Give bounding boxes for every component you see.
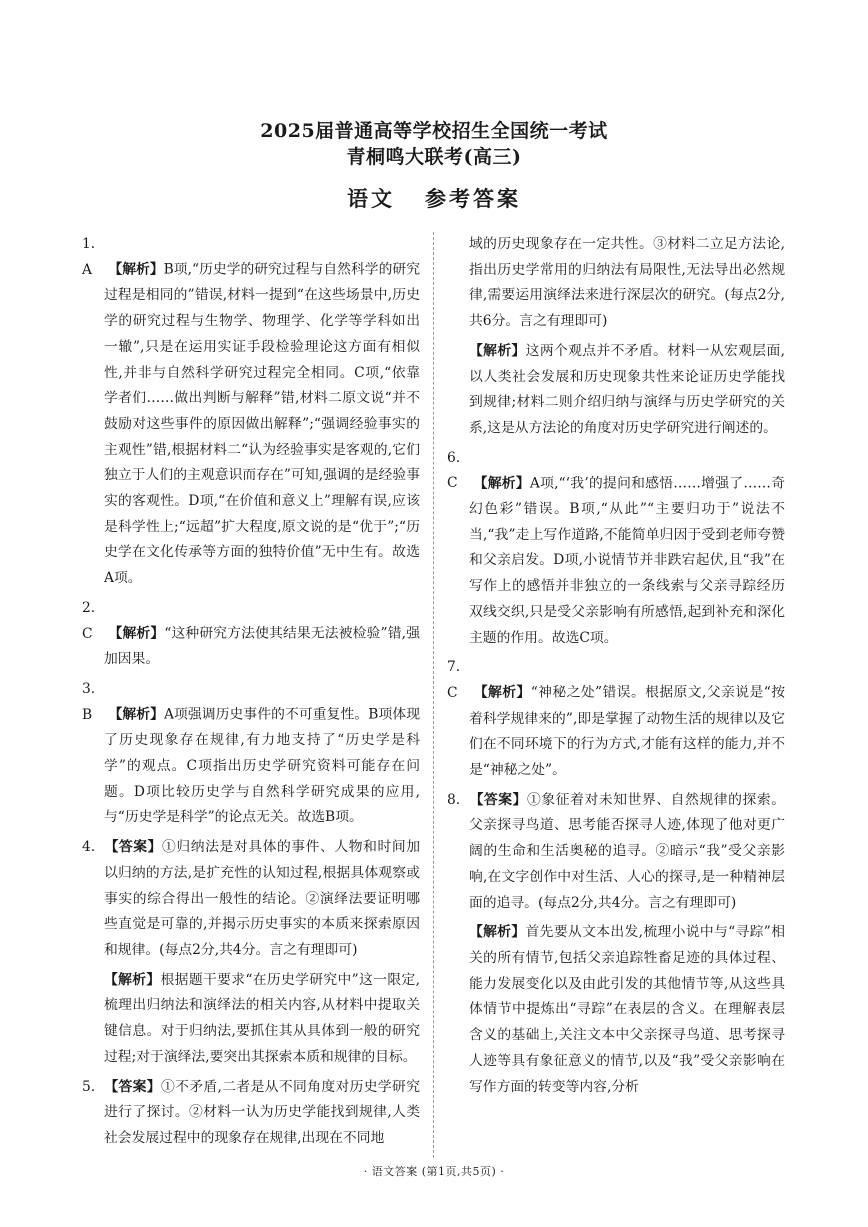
- subject-heading: [0, 183, 868, 213]
- left-column: [82, 232, 420, 1156]
- analysis-text: A项强调历史事件的不可重复性。B项体现了历史现象存在规律,有力地支持了“历史学是科学”的观点。C项指出历史学研究资料可能存在问题。D项比较历史学与自然科学研究成果的应用,与“历史学是科学”的论点无关。故选B项。: [104, 706, 420, 826]
- answer-text: ①归纳法是对具体的事件、人物和时间加以归纳的方法,是扩充性的认知过程,根据具体观察或事实的综合得出一般性的结论。②演绎法要证明哪些直觉是可靠的,并揭示历史事实的本质来探索原因和规律。(每点2分,共4分。言之有理即可): [104, 839, 421, 958]
- page-footer: · 语文答案 (第1页,共5页) ·: [363, 1165, 505, 1178]
- question-number: 4.: [82, 839, 96, 856]
- analysis-tag: 【解析】: [469, 342, 526, 359]
- analysis-tag: 【解析】: [473, 684, 531, 701]
- subject-name: 语文: [347, 186, 395, 211]
- answer-text-continued: 域的历史现象存在一定共性。③材料二立足方法论,指出历史学常用的归纳法有局限性,无法导出必然规律,需要运用演绎法来进行深层次的研究。(每点2分,共6分。言之有理即可): [469, 236, 785, 330]
- subject-label: 参考答案: [425, 186, 521, 211]
- analysis-tag: 【解析】: [108, 706, 164, 723]
- question-number: 1. A: [82, 236, 96, 278]
- analysis-tag: 【解析】: [104, 971, 161, 988]
- analysis-text: “神秘之处”错误。根据原文,父亲说是“按着科学规律来的”,即是掌握了动物生活的规律以及它们在不同环境下的行为方式,才能有这样的能力,并不是“神秘之处”。: [469, 684, 785, 779]
- answer-text: ①象征着对未知世界、自然规律的探索。父亲探寻鸟道、思考能否探寻人迹,体现了他对更广阔的生命和生活奥秘的追寻。②暗示“我”受父亲影响,在文字创作中对生活、人心的探寻,是一种精神层面的追寻。(每点2分,共4分。言之有理即可): [469, 791, 786, 911]
- question-number: 2. C: [82, 599, 96, 642]
- question-number: 3. B: [82, 680, 96, 723]
- analysis-tag: 【解析】: [473, 475, 530, 492]
- answer-item-2: [82, 596, 420, 673]
- question-number: 7. C: [447, 659, 461, 701]
- answer-item-3: [82, 677, 420, 831]
- answer-tag: 【答案】: [469, 791, 528, 808]
- analysis-text: B项,“历史学的研究过程与自然科学的研究过程是相同的”错误,材料一提到“在这些场景中,历史学的研究过程与生物学、物理学、化学等学科如出一辙”,只是在运用实证手段检验理论这方面有相似性,并非与自然科学研究过程完全相同。C项,“依靠学者们……做出判断与解释”错,材料二原文说“并不鼓励对这些事件的原因做出解释”;“强调经验事实的主观性”错,根据材料二“认为经验事实是客观的,它们独立于人们的主观意识而存在”可知,强调的是经验事实的客观性。D项,“在价值和意义上”理解有误,应该是科学性上;“远超”扩大程度,原文说的是“优于”;“历史学在文化传承等方面的独特价值”无中生有。故选A项。: [104, 261, 421, 587]
- right-column: [447, 232, 785, 1104]
- answer-item-1: [82, 232, 420, 592]
- answer-item-8: [447, 788, 785, 1100]
- exam-title: 2025届普通高等学校招生全国统一考试: [260, 120, 608, 142]
- question-number: 8.: [447, 791, 461, 808]
- column-divider: [433, 232, 434, 1158]
- answer-item-5-continued: [447, 232, 785, 442]
- exam-subtitle: 青桐鸣大联考(高三): [346, 146, 522, 168]
- analysis-text: 这两个观点并不矛盾。材料一从宏观层面,以人类社会发展和历史现象共性来论证历史学能找到规律;材料二则介绍归纳与演绎与历史学研究的关系,这是从方法论的角度对历史学研究进行阐述的。: [469, 342, 785, 436]
- answer-item-5: [82, 1075, 420, 1152]
- answer-tag: 【答案】: [104, 1078, 161, 1095]
- analysis-text: A项,“‘我’的提问和感悟……增强了……奇幻色彩”错误。B项,“从此”“主要归功于”说法不当,“我”走上写作道路,不能简单归因于受到老师夸赞和父亲启发。D项,小说情节并非跌宕起伏,且“我”在写作上的感悟并非独立的一条线索与父亲寻踪经历双线交织,只是受父亲影响有所感悟,起到补充和深化主题的作用。故选C项。: [469, 475, 785, 646]
- answer-item-7: [447, 655, 785, 784]
- analysis-tag: 【解析】: [469, 924, 526, 941]
- question-number: 6. C: [447, 449, 461, 492]
- answer-item-6: [447, 446, 785, 652]
- answer-item-4: [82, 835, 420, 1070]
- analysis-text: 根据题干要求“在历史学研究中”这一限定,梳理出归纳法和演绎法的相关内容,从材料中提取关键信息。对于归纳法,要抓住其从具体到一般的研究过程;对于演绎法,要突出其探索本质和规律的目标。: [104, 971, 421, 1065]
- answer-tag: 【答案】: [104, 839, 163, 856]
- analysis-text: 首先要从文本出发,梳理小说中与“寻踪”相关的所有情节,包括父亲追踪牲畜足迹的具体过程、能力发展变化以及由此引发的其他情节等,从这些具体情节中提炼出“寻踪”在表层的含义。在理解表层含义的基础上,关注文本中父亲探寻鸟道、思考探寻人迹等具有象征意义的情节,以及“我”受父亲影响在写作方面的转变等内容,分析: [469, 924, 786, 1095]
- analysis-tag: 【解析】: [108, 625, 165, 642]
- analysis-text: “这种研究方法使其结果无法被检验”错,强加因果。: [104, 625, 420, 668]
- analysis-tag: 【解析】: [108, 261, 164, 278]
- question-number: 5.: [82, 1078, 96, 1095]
- answer-text: ①不矛盾,二者是从不同角度对历史学研究进行了探讨。②材料一认为历史学能找到规律,人类社会发展过程中的现象存在规律,出现在不同地: [104, 1078, 421, 1146]
